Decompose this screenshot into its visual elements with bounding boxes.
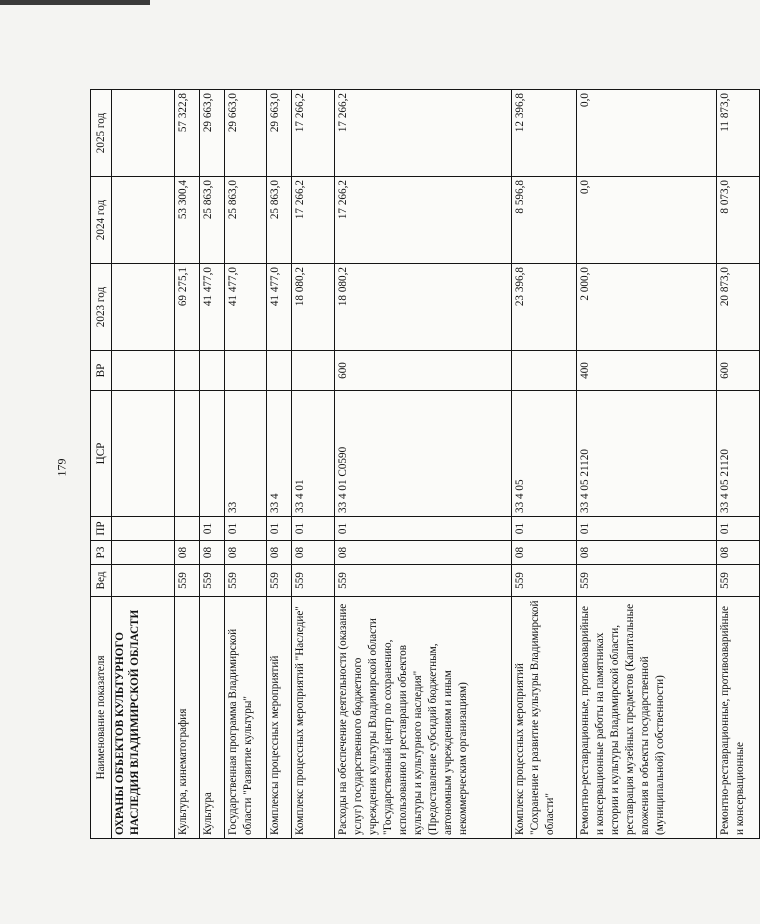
header-2025: 2025 год [91, 90, 112, 177]
row-2023: 18 080,2 [334, 264, 512, 351]
row-csr [199, 391, 224, 517]
row-2024: 17 266,2 [334, 177, 512, 264]
row-name: Ремонтно-реставрационные, противоаварийные и консервационные работы на памятниках истории и культуры Владимирской области, реставрация музейных предметов (Капитальные вложения в объекты государственной (муниципальной) собственности) [577, 597, 717, 839]
row-vr [512, 351, 577, 391]
row-2025: 11 873,0 [717, 90, 760, 177]
row-rz: 08 [224, 541, 267, 565]
scan-edge-mark [0, 0, 150, 5]
table-row [267, 90, 292, 839]
row-rz: 08 [292, 541, 335, 565]
row-2023: 69 275,1 [174, 264, 199, 351]
row-ved: 559 [577, 565, 717, 597]
row-pr: 01 [577, 517, 717, 541]
row-ved: 559 [717, 565, 760, 597]
row-csr [112, 391, 175, 517]
row-pr [112, 517, 175, 541]
row-pr: 01 [334, 517, 512, 541]
row-rz: 08 [577, 541, 717, 565]
row-pr: 01 [224, 517, 267, 541]
header-rz: РЗ [91, 541, 112, 565]
row-csr: 33 4 05 21120 [577, 391, 717, 517]
row-2023: 41 477,0 [267, 264, 292, 351]
row-ved: 559 [512, 565, 577, 597]
row-ved: 559 [292, 565, 335, 597]
row-2023: 2 000,0 [577, 264, 717, 351]
header-ved: Вед [91, 565, 112, 597]
row-2023: 20 873,0 [717, 264, 760, 351]
row-2024: 53 300,4 [174, 177, 199, 264]
row-pr: 01 [199, 517, 224, 541]
row-2025: 12 396,8 [512, 90, 577, 177]
row-2024: 25 863,0 [267, 177, 292, 264]
row-name: Комплексы процессных мероприятий [267, 597, 292, 839]
header-name: Наименование показателя [91, 597, 112, 839]
row-2023: 18 080,2 [292, 264, 335, 351]
row-pr: 01 [717, 517, 760, 541]
header-pr: ПР [91, 517, 112, 541]
row-ved: 559 [224, 565, 267, 597]
row-rz: 08 [717, 541, 760, 565]
row-csr: 33 4 05 [512, 391, 577, 517]
row-name: Государственная программа Владимирской области "Развитие культуры" [224, 597, 267, 839]
row-rz: 08 [174, 541, 199, 565]
row-vr [174, 351, 199, 391]
row-vr: 600 [334, 351, 512, 391]
row-name: Культура, кинематография [174, 597, 199, 839]
row-csr: 33 4 01 С0590 [334, 391, 512, 517]
row-rz: 08 [199, 541, 224, 565]
page-number: 179 [54, 458, 69, 477]
row-2025 [112, 90, 175, 177]
row-vr [292, 351, 335, 391]
row-name: Расходы на обеспечение деятельности (оказание услуг) государственного бюджетного учреждения культуры Владимирской области "Государственный центр по сохранению, использованию и реставрации объектов культуры и культурного наследия" (Предоставление субсидий бюджетным, автономным учреждениям и иным некоммерческим организациям) [334, 597, 512, 839]
row-2024: 0,0 [577, 177, 717, 264]
row-2023 [112, 264, 175, 351]
table-row [717, 90, 760, 839]
budget-table-sheet [90, 89, 760, 839]
row-2024: 25 863,0 [199, 177, 224, 264]
header-2024: 2024 год [91, 177, 112, 264]
table-row [292, 90, 335, 839]
row-2025: 29 663,0 [199, 90, 224, 177]
row-name: Комплекс процессных мероприятий "Сохранение и развитие культуры Владимирской области" [512, 597, 577, 839]
table-row [334, 90, 512, 839]
budget-table [90, 89, 760, 839]
row-csr: 33 4 05 21120 [717, 391, 760, 517]
row-vr: 400 [577, 351, 717, 391]
row-2025: 17 266,2 [292, 90, 335, 177]
row-name: ОХРАНЫ ОБЪЕКТОВ КУЛЬТУРНОГО НАСЛЕДИЯ ВЛАДИМИРСКОЙ ОБЛАСТИ [112, 597, 175, 839]
row-csr [174, 391, 199, 517]
row-name: Культура [199, 597, 224, 839]
row-rz: 08 [334, 541, 512, 565]
row-2024: 8 073,0 [717, 177, 760, 264]
table-row [199, 90, 224, 839]
table-row [112, 90, 175, 839]
row-rz [112, 541, 175, 565]
row-name: Комплекс процессных мероприятий "Наследие" [292, 597, 335, 839]
row-ved: 559 [334, 565, 512, 597]
header-2023: 2023 год [91, 264, 112, 351]
row-csr: 33 4 [267, 391, 292, 517]
row-pr: 01 [512, 517, 577, 541]
row-2024: 17 266,2 [292, 177, 335, 264]
row-2023: 41 477,0 [199, 264, 224, 351]
row-2024: 25 863,0 [224, 177, 267, 264]
table-row [224, 90, 267, 839]
row-pr: 01 [267, 517, 292, 541]
row-vr [224, 351, 267, 391]
row-2025: 29 663,0 [267, 90, 292, 177]
row-2025: 0,0 [577, 90, 717, 177]
row-ved [112, 565, 175, 597]
row-rz: 08 [267, 541, 292, 565]
table-row [577, 90, 717, 839]
row-ved: 559 [199, 565, 224, 597]
table-row [174, 90, 199, 839]
table-row [512, 90, 577, 839]
table-header-row [91, 90, 112, 839]
row-csr: 33 4 01 [292, 391, 335, 517]
row-csr: 33 [224, 391, 267, 517]
row-2024 [112, 177, 175, 264]
row-vr [112, 351, 175, 391]
row-2025: 29 663,0 [224, 90, 267, 177]
row-vr [199, 351, 224, 391]
row-pr [174, 517, 199, 541]
row-pr: 01 [292, 517, 335, 541]
row-ved: 559 [267, 565, 292, 597]
row-vr: 600 [717, 351, 760, 391]
row-2023: 23 396,8 [512, 264, 577, 351]
header-vr: ВР [91, 351, 112, 391]
row-2024: 8 596,8 [512, 177, 577, 264]
row-name: Ремонтно-реставрационные, противоаварийные и консервационные [717, 597, 760, 839]
row-2025: 17 266,2 [334, 90, 512, 177]
header-csr: ЦСР [91, 391, 112, 517]
row-2025: 57 322,8 [174, 90, 199, 177]
row-vr [267, 351, 292, 391]
row-ved: 559 [174, 565, 199, 597]
row-2023: 41 477,0 [224, 264, 267, 351]
row-rz: 08 [512, 541, 577, 565]
